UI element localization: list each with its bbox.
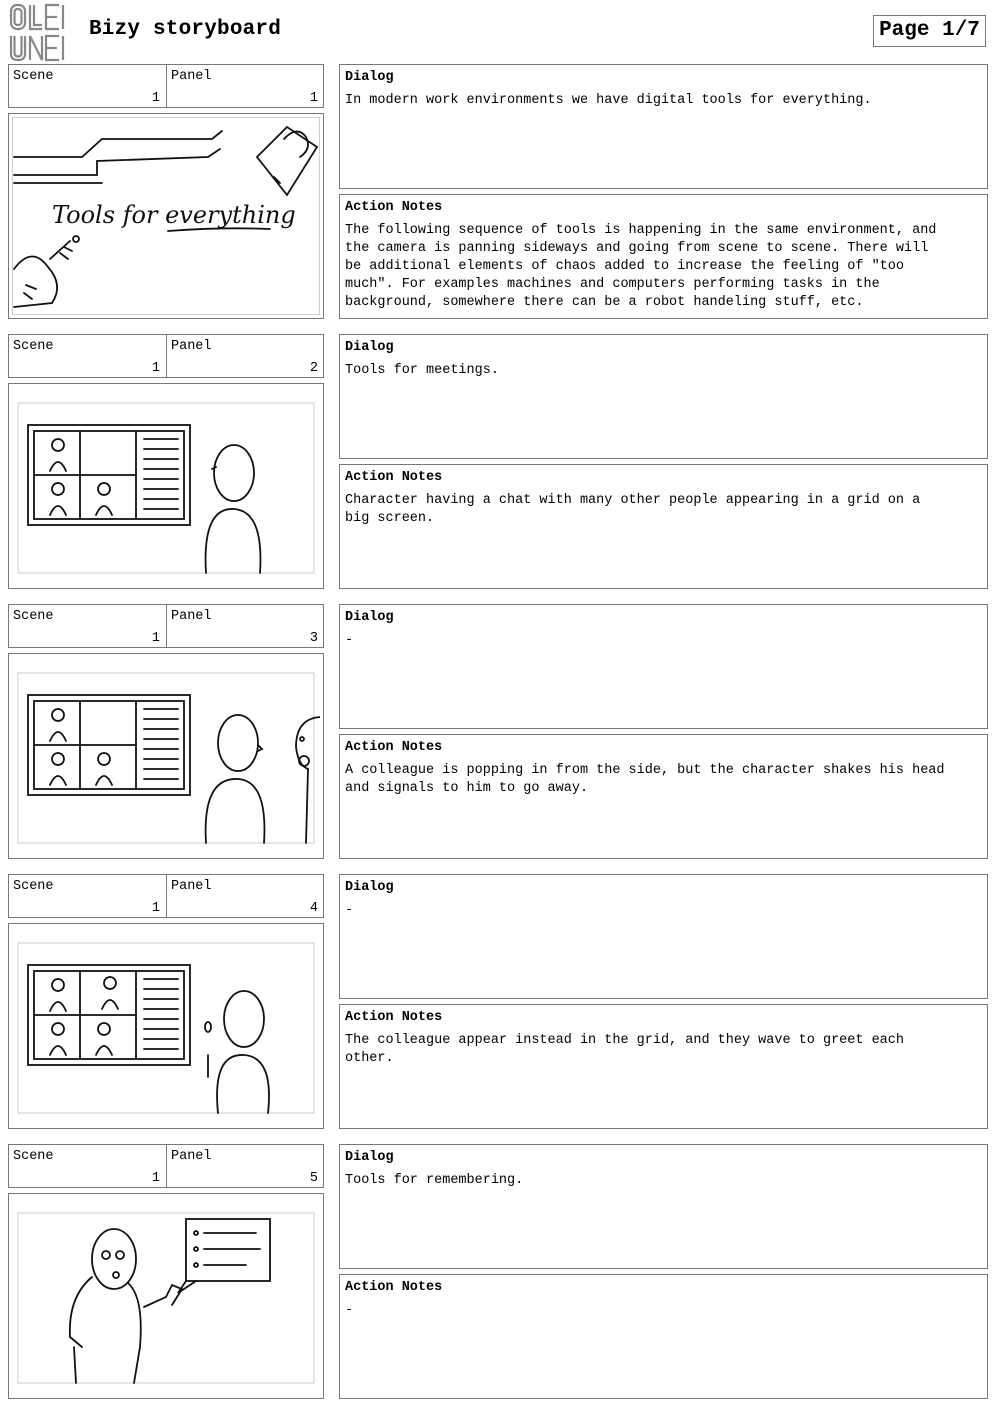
panel-label: Panel: [171, 879, 212, 894]
action-notes-box: [339, 1274, 988, 1399]
action-notes-label: Action Notes: [345, 740, 443, 755]
action-notes-label: Action Notes: [345, 470, 443, 485]
panel-block: [0, 874, 1000, 1130]
action-notes-text: A colleague is popping in from the side, but the character shakes his head and signals to him to go away.: [345, 763, 945, 796]
divider: [166, 65, 167, 107]
panel-number: 4: [309, 901, 318, 916]
dialog-box: [339, 874, 988, 999]
logo: [9, 2, 73, 64]
scene-number: 1: [151, 1171, 160, 1186]
panel-number: 1: [309, 91, 318, 106]
action-notes-box: [339, 734, 988, 859]
panel-block: [0, 334, 1000, 590]
scene-label: Scene: [13, 339, 54, 354]
document-title: Bizy storyboard: [89, 18, 282, 41]
dialog-box: [339, 1144, 988, 1269]
sketch-frame: [8, 653, 324, 859]
scene-number: 1: [151, 901, 160, 916]
action-notes-text: The colleague appear instead in the grid, and they wave to greet each other.: [345, 1033, 904, 1066]
dialog-text: Tools for remembering.: [345, 1173, 524, 1188]
divider: [166, 875, 167, 917]
action-notes-label: Action Notes: [345, 200, 443, 215]
scene-label: Scene: [13, 609, 54, 624]
scene-panel-header: [8, 1144, 324, 1188]
panel-number: 2: [309, 361, 318, 376]
panel-block: [0, 64, 1000, 320]
action-notes-box: [339, 1004, 988, 1129]
dialog-text: In modern work environments we have digital tools for everything.: [345, 93, 872, 108]
dialog-text: Tools for meetings.: [345, 363, 499, 378]
action-notes-text: -: [345, 1303, 354, 1318]
divider: [166, 1145, 167, 1187]
sketch-video-meeting: [12, 387, 320, 585]
divider: [166, 605, 167, 647]
panel-label: Panel: [171, 609, 212, 624]
dialog-label: Dialog: [345, 610, 394, 625]
dialog-label: Dialog: [345, 340, 394, 355]
dialog-box: [339, 334, 988, 459]
dialog-text: -: [345, 633, 354, 648]
panel-number: 5: [309, 1171, 318, 1186]
action-notes-text: Character having a chat with many other people appearing in a grid on a big screen.: [345, 493, 921, 526]
page-indicator: Page 1/7: [873, 15, 986, 47]
sketch-frame: [8, 383, 324, 589]
sketch-tools-for-everything: [12, 117, 320, 315]
sketch-caption: Tools for everything: [52, 201, 296, 229]
action-notes-label: Action Notes: [345, 1010, 443, 1025]
scene-panel-header: [8, 334, 324, 378]
action-notes-text: The following sequence of tools is happening in the same environment, and the camera is panning sideways and going from scene to scene. There will be additional elements of chaos added to increase the feeling of "too much". For examples machines and computers performing tasks in the background, somewhere there can be a robot handeling stuff, etc.: [345, 223, 937, 310]
dialog-label: Dialog: [345, 880, 394, 895]
scene-panel-header: [8, 64, 324, 108]
action-notes-box: [339, 194, 988, 319]
sketch-frame: [8, 1193, 324, 1399]
sketch-colleague-popping-in: [12, 657, 320, 855]
dialog-box: [339, 604, 988, 729]
panel-block: [0, 604, 1000, 860]
action-notes-box: [339, 464, 988, 589]
scene-number: 1: [151, 91, 160, 106]
action-notes-label: Action Notes: [345, 1280, 443, 1295]
divider: [166, 335, 167, 377]
scene-label: Scene: [13, 879, 54, 894]
sketch-frame: [8, 113, 324, 319]
scene-number: 1: [151, 361, 160, 376]
scene-label: Scene: [13, 1149, 54, 1164]
dialog-label: Dialog: [345, 70, 394, 85]
panel-number: 3: [309, 631, 318, 646]
sketch-colleague-in-grid: [12, 927, 320, 1125]
panel-label: Panel: [171, 1149, 212, 1164]
scene-label: Scene: [13, 69, 54, 84]
scene-panel-header: [8, 874, 324, 918]
sketch-frame: [8, 923, 324, 1129]
panel-block: [0, 1144, 1000, 1400]
sketch-remembering: [12, 1197, 320, 1395]
scene-number: 1: [151, 631, 160, 646]
dialog-box: [339, 64, 988, 189]
panel-label: Panel: [171, 339, 212, 354]
panel-label: Panel: [171, 69, 212, 84]
dialog-text: -: [345, 903, 354, 918]
dialog-label: Dialog: [345, 1150, 394, 1165]
scene-panel-header: [8, 604, 324, 648]
